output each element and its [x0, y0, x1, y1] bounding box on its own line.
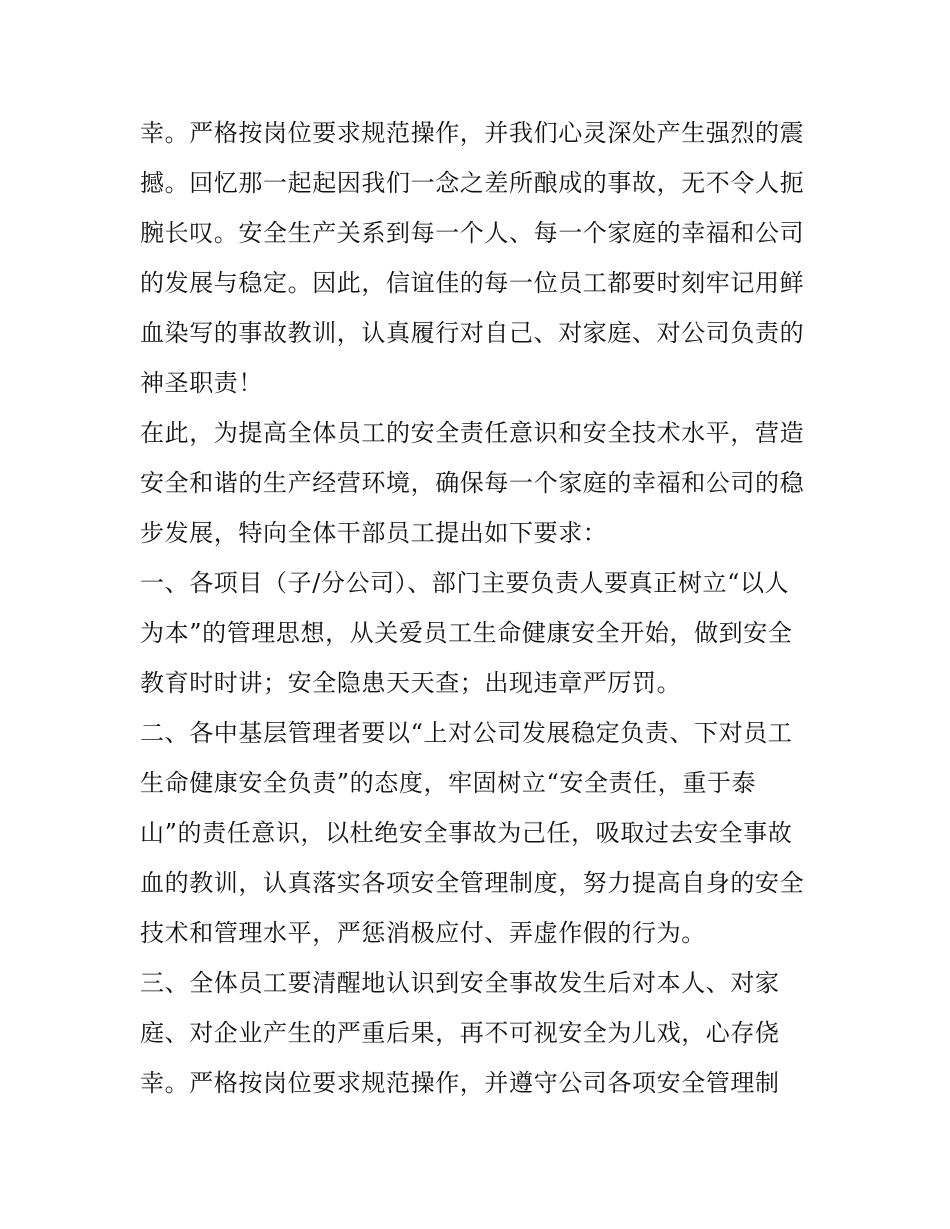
- text-line: 安全和谐的生产经营环境，确保每一个家庭的幸福和公司的稳: [140, 469, 805, 497]
- document-body: [140, 108, 820, 1108]
- text-line: 生命健康安全负责”的态度，牢固树立“安全责任，重于泰: [140, 769, 757, 797]
- text-line: 二、各中基层管理者要以“上对公司发展稳定负责、下对员工: [140, 719, 793, 747]
- text-line: 一、各项目（子/分公司）、部门主要负责人要真正树立“以人: [140, 569, 790, 597]
- text-line: 血的教训，认真落实各项安全管理制度，努力提高自身的安全: [140, 869, 805, 897]
- text-line: 步发展，特向全体干部员工提出如下要求：: [140, 519, 608, 547]
- text-line: 幸。严格按岗位要求规范操作，并遵守公司各项安全管理制: [140, 1069, 780, 1097]
- text-line: 山”的责任意识，以杜绝安全事故为己任，吸取过去安全事故: [140, 819, 793, 847]
- text-line: 在此，为提高全体员工的安全责任意识和安全技术水平，营造: [140, 419, 805, 447]
- text-line: 幸。严格按岗位要求规范操作，并我们心灵深处产生强烈的震: [140, 119, 805, 147]
- text-line: 庭、对企业产生的严重后果，再不可视安全为儿戏，心存侥: [140, 1019, 780, 1047]
- text-line: 神圣职责！: [140, 369, 263, 397]
- text-line: 腕长叹。安全生产关系到每一个人、每一个家庭的幸福和公司: [140, 219, 805, 247]
- text-line: 为本”的管理思想，从关爱员工生命健康安全开始，做到安全: [140, 619, 793, 647]
- text-line: 血染写的事故教训，认真履行对自己、对家庭、对公司负责的: [140, 319, 805, 347]
- text-line: 三、全体员工要清醒地认识到安全事故发生后对本人、对家: [140, 969, 780, 997]
- text-line: 技术和管理水平，严惩消极应付、弄虚作假的行为。: [140, 919, 706, 947]
- text-line: 的发展与稳定。因此，信谊佳的每一位员工都要时刻牢记用鲜: [140, 269, 805, 297]
- text-line: 撼。回忆那一起起因我们一念之差所酿成的事故，无不令人扼: [140, 169, 805, 197]
- text-line: 教育时时讲；安全隐患天天查；出现违章严厉罚。: [140, 669, 682, 697]
